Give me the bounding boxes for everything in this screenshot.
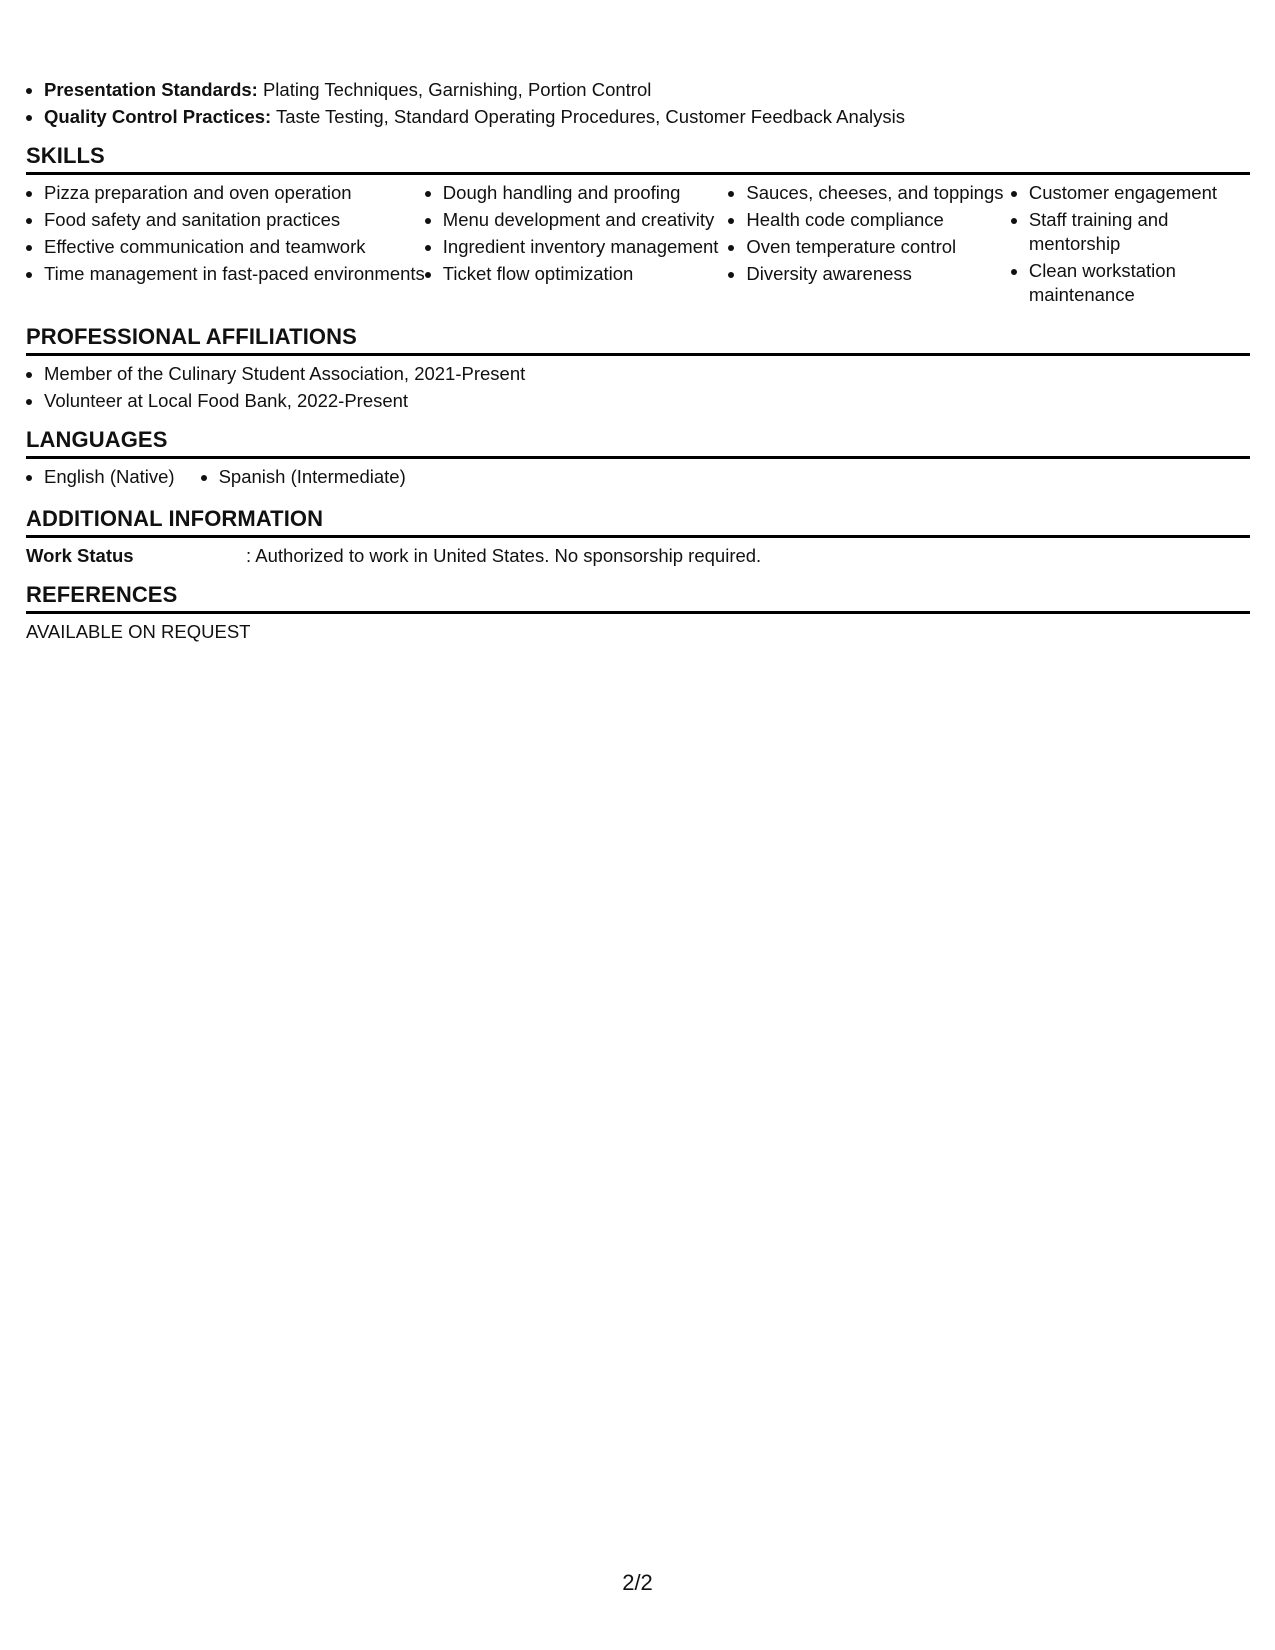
resume-page [26, 78, 1250, 644]
skills-column [425, 181, 729, 310]
additional-info-section [26, 506, 1250, 568]
skill-item: • Food safety and sanitation practices [44, 208, 425, 232]
languages-section [26, 427, 1250, 492]
skill-item: • Ticket flow optimization [443, 262, 729, 286]
section-title: PROFESSIONAL AFFILIATIONS [26, 324, 1250, 356]
work-status-row [26, 544, 1250, 568]
skills-grid [26, 181, 1250, 310]
section-title: ADDITIONAL INFORMATION [26, 506, 1250, 538]
item-value: Taste Testing, Standard Operating Procedures, Customer Feedback Analysis [271, 106, 905, 127]
language-item: • English (Native) [44, 465, 175, 489]
skill-item: • Customer engagement [1029, 181, 1250, 205]
skill-item: • Health code compliance [746, 208, 1010, 232]
skill-item: • Ingredient inventory management [443, 235, 729, 259]
item-label: Presentation Standards: [44, 79, 258, 100]
references-text: AVAILABLE ON REQUEST [26, 621, 251, 642]
list-item [44, 78, 1250, 102]
references-section [26, 582, 1250, 644]
skill-item: • Pizza preparation and oven operation [44, 181, 425, 205]
skill-item: • Sauces, cheeses, and toppings [746, 181, 1010, 205]
skill-item: • Menu development and creativity [443, 208, 729, 232]
skill-item: • Oven temperature control [746, 235, 1010, 259]
item-value: Plating Techniques, Garnishing, Portion Control [257, 79, 652, 100]
skills-section [26, 143, 1250, 310]
skills-column [1011, 181, 1250, 310]
work-status-label: Work Status [26, 545, 134, 566]
skill-item: • Clean workstation maintenance [1029, 259, 1250, 307]
list-item [44, 105, 1250, 129]
top-list [26, 78, 1250, 129]
section-title: REFERENCES [26, 582, 1250, 614]
language-item: • Spanish (Intermediate) [219, 465, 406, 489]
languages-list [26, 465, 1250, 492]
work-status-value: : Authorized to work in United States. No sponsorship required. [246, 545, 762, 566]
affiliation-item: • Volunteer at Local Food Bank, 2022-Present [44, 389, 1250, 413]
page-number: 2/2 [622, 1570, 653, 1595]
skills-column [26, 181, 425, 310]
section-title: SKILLS [26, 143, 1250, 175]
section-title: LANGUAGES [26, 427, 1250, 459]
skill-item: • Time management in fast-paced environments [44, 262, 425, 286]
skill-item: • Effective communication and teamwork [44, 235, 425, 259]
affiliations-section [26, 324, 1250, 413]
item-label: Quality Control Practices: [44, 106, 272, 127]
affiliations-list [26, 362, 1250, 413]
affiliation-item: • Member of the Culinary Student Association, 2021-Present [44, 362, 1250, 386]
skill-item: • Dough handling and proofing [443, 181, 729, 205]
skills-column [728, 181, 1010, 310]
skill-item: • Staff training and mentorship [1029, 208, 1250, 256]
skill-item: • Diversity awareness [746, 262, 1010, 286]
